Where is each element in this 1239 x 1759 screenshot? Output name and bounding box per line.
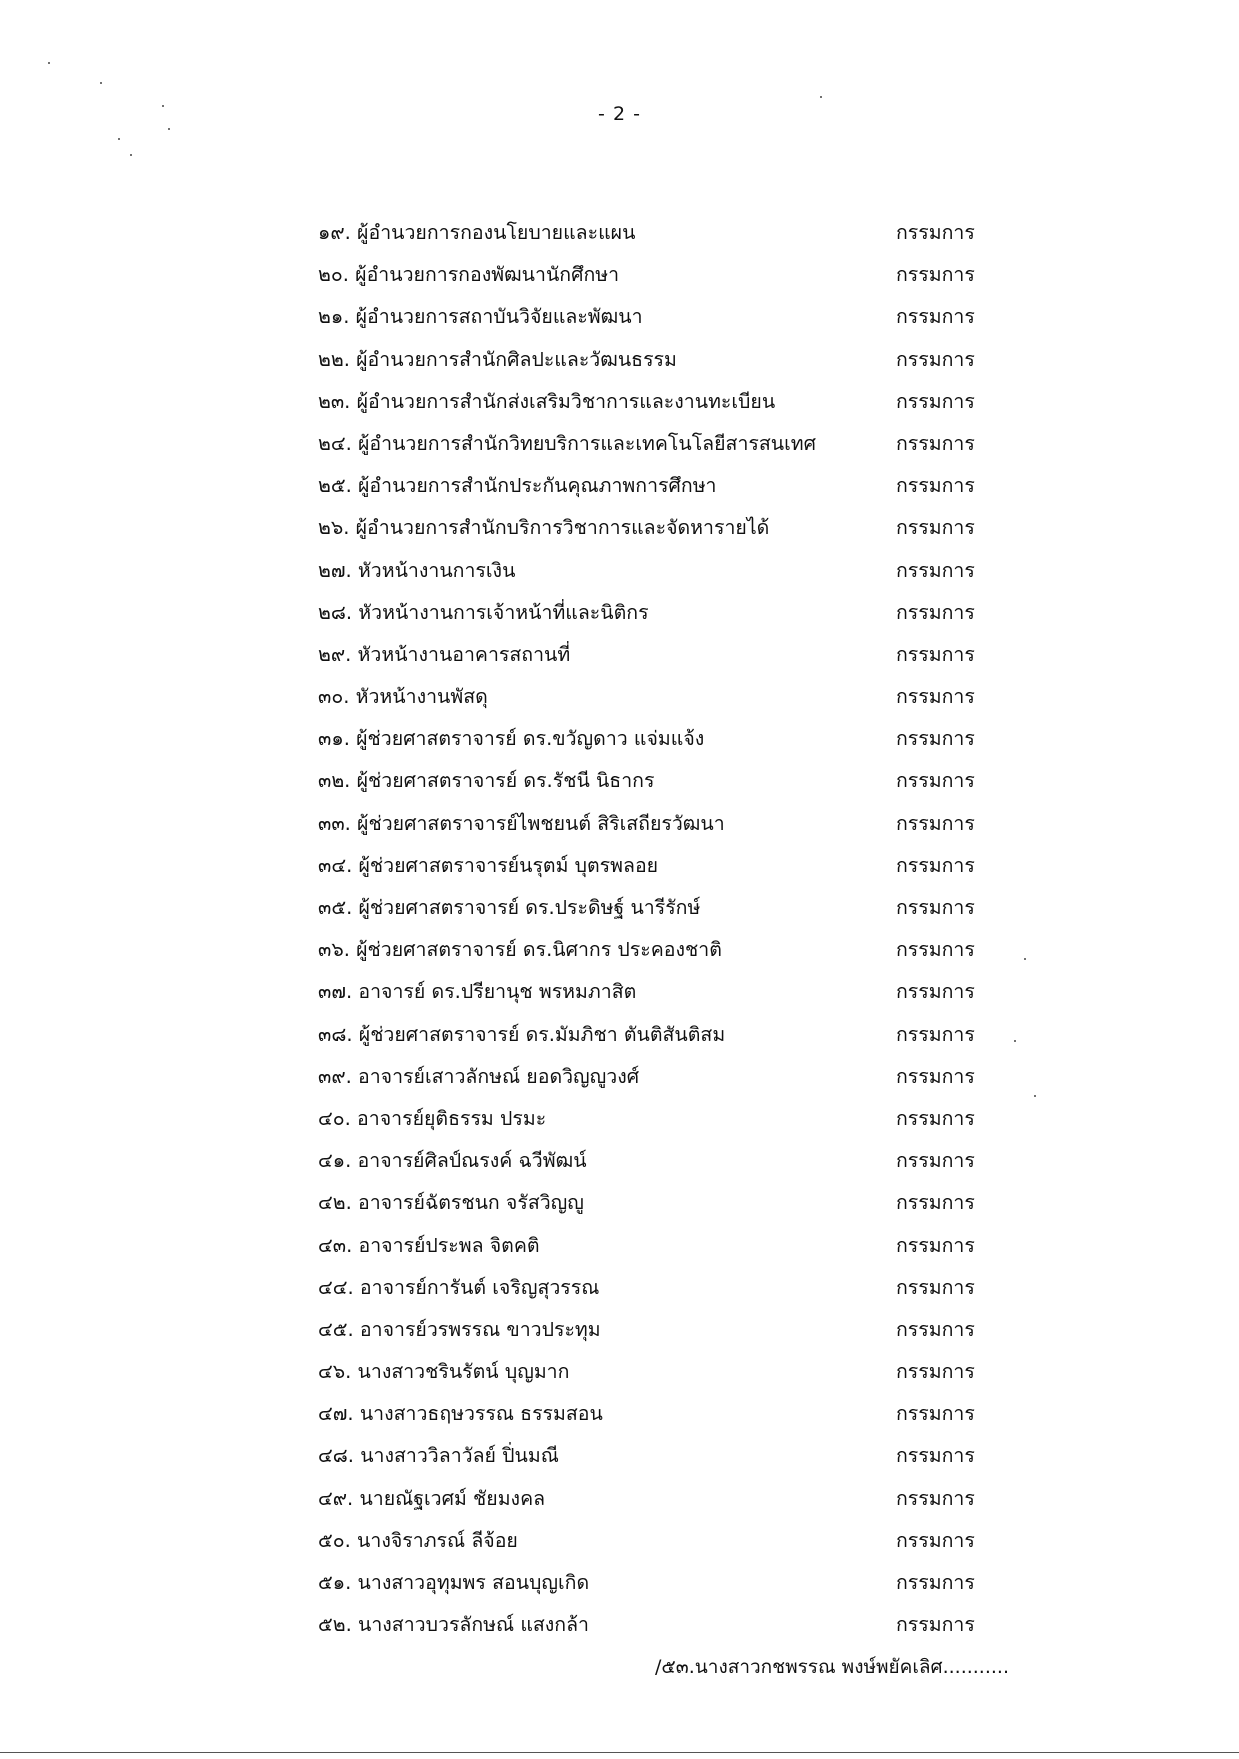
member-row: [318, 1314, 978, 1356]
member-role: กรรมการ: [896, 769, 975, 793]
member-name: ๒๙. หัวหน้างานอาคารสถานที่: [318, 642, 571, 666]
scan-speck: [820, 96, 822, 98]
member-role: กรรมการ: [896, 431, 975, 455]
page-number: - 2 -: [598, 103, 641, 125]
member-row: [318, 512, 978, 554]
member-row: [318, 934, 978, 976]
member-row: [318, 301, 978, 343]
member-role: กรรมการ: [896, 1064, 975, 1088]
member-role: กรรมการ: [896, 558, 975, 582]
scan-speck: [130, 154, 132, 156]
member-role: กรรมการ: [896, 896, 975, 919]
member-role: กรรมการ: [896, 938, 975, 962]
member-name: ๓๕. ผู้ช่วยศาสตราจารย์ ดร.ประดิษฐ์ นารีรักษ์: [318, 896, 701, 919]
scan-speck: [1024, 958, 1026, 960]
member-name: ๒๓. ผู้อำนวยการสำนักส่งเสริมวิชาการและงานทะเบียน: [318, 389, 776, 413]
member-role: กรรมการ: [896, 685, 975, 709]
scan-speck: [1034, 1095, 1036, 1097]
member-row: [318, 259, 978, 301]
member-row: [318, 1525, 978, 1567]
member-row: [318, 639, 978, 681]
member-role: กรรมการ: [896, 1233, 975, 1257]
member-row: [318, 470, 978, 512]
member-role: กรรมการ: [896, 1191, 975, 1215]
member-role: กรรมการ: [896, 263, 975, 287]
member-name: ๒๗. หัวหน้างานการเงิน: [318, 558, 516, 582]
member-role: กรรมการ: [896, 600, 975, 624]
member-name: ๔๒. อาจารย์ฉัตรชนก จรัสวิญญู: [318, 1191, 584, 1215]
member-name: ๓๖. ผู้ช่วยศาสตราจารย์ ดร.นิศากร ประคองชาติ: [318, 938, 722, 962]
member-role: กรรมการ: [896, 727, 975, 751]
member-name: ๔๘. นางสาววิลาวัลย์ ปิ่นมณี: [318, 1444, 559, 1468]
member-row: [318, 344, 978, 386]
member-role: กรรมการ: [896, 1402, 975, 1426]
member-row: [318, 976, 978, 1018]
member-row: [318, 1398, 978, 1440]
member-row: [318, 1103, 978, 1145]
member-role: กรรมการ: [896, 1149, 975, 1173]
member-name: ๒๑. ผู้อำนวยการสถาบันวิจัยและพัฒนา: [318, 305, 643, 329]
member-name: ๕๑. นางสาวอุทุมพร สอนบุญเกิด: [318, 1571, 590, 1594]
member-name: ๔๓. อาจารย์ประพล จิตคติ: [318, 1233, 540, 1257]
member-row: [318, 1567, 978, 1609]
member-role: กรรมการ: [896, 305, 975, 329]
member-row: [318, 892, 978, 934]
member-row: [318, 1061, 978, 1103]
member-name: ๒๐. ผู้อำนวยการกองพัฒนานักศึกษา: [318, 263, 620, 287]
member-role: กรรมการ: [896, 811, 975, 835]
member-role: กรรมการ: [896, 642, 975, 666]
member-row: [318, 597, 978, 639]
member-role: กรรมการ: [896, 1317, 975, 1341]
member-name: ๔๔. อาจารย์การันต์ เจริญสุวรรณ: [318, 1275, 600, 1299]
member-role: กรรมการ: [896, 1275, 975, 1299]
scan-speck: [162, 105, 164, 107]
scan-speck: [1014, 1040, 1016, 1042]
member-row: [318, 386, 978, 428]
member-role: กรรมการ: [896, 1571, 975, 1594]
member-role: กรรมการ: [896, 1444, 975, 1468]
member-row: [318, 765, 978, 807]
member-row: [318, 1440, 978, 1482]
member-name: ๒๖. ผู้อำนวยการสำนักบริการวิชาการและจัดหารายได้: [318, 516, 770, 540]
member-role: กรรมการ: [896, 1360, 975, 1384]
member-name: ๔๑. อาจารย์ศิลป์ณรงค์ ฉวีพัฒน์: [318, 1149, 587, 1173]
member-role: กรรมการ: [896, 389, 975, 413]
member-name: ๔๕. อาจารย์วรพรรณ ขาวประทุม: [318, 1317, 601, 1341]
member-role: กรรมการ: [896, 347, 975, 371]
member-name: ๔๙. นายณัฐเวศม์ ชัยมงคล: [318, 1486, 546, 1510]
member-row: [318, 1609, 978, 1651]
member-row: [318, 681, 978, 723]
member-name: ๓๓. ผู้ช่วยศาสตราจารย์ไพชยนต์ สิริเสถียรวัฒนา: [318, 811, 725, 835]
member-name: ๓๙. อาจารย์เสาวลักษณ์ ยอดวิญญูวงศ์: [318, 1064, 640, 1088]
committee-member-list: [318, 217, 978, 1651]
member-row: [318, 723, 978, 765]
continuation-line: /๕๓.นางสาวกชพรรณ พงษ์พยัคเลิศ...........: [655, 1656, 1010, 1678]
member-row: [318, 428, 978, 470]
member-name: ๓๑. ผู้ช่วยศาสตราจารย์ ดร.ขวัญดาว แจ่มแจ้ง: [318, 727, 705, 751]
member-role: กรรมการ: [896, 1106, 975, 1130]
member-name: ๓๔. ผู้ช่วยศาสตราจารย์นรุตม์ บุตรพลอย: [318, 853, 659, 877]
member-name: ๔๖. นางสาวชรินรัตน์ บุญมาก: [318, 1360, 570, 1384]
member-name: ๓๐. หัวหน้างานพัสดุ: [318, 685, 488, 709]
member-name: ๓๒. ผู้ช่วยศาสตราจารย์ ดร.รัชนี นิธากร: [318, 769, 655, 793]
member-role: กรรมการ: [896, 1528, 975, 1552]
member-name: ๒๔. ผู้อำนวยการสำนักวิทยบริการและเทคโนโลยีสารสนเทศ: [318, 431, 816, 455]
member-name: ๔๗. นางสาวธฤษวรรณ ธรรมสอน: [318, 1402, 603, 1426]
member-role: กรรมการ: [896, 1022, 975, 1046]
member-row: [318, 1483, 978, 1525]
member-name: ๓๗. อาจารย์ ดร.ปรียานุช พรหมภาสิต: [318, 980, 637, 1004]
member-row: [318, 555, 978, 597]
member-row: [318, 217, 978, 259]
member-row: [318, 1145, 978, 1187]
member-role: กรรมการ: [896, 516, 975, 540]
member-name: ๒๕. ผู้อำนวยการสำนักประกันคุณภาพการศึกษา: [318, 474, 717, 498]
member-name: ๕๐. นางจิราภรณ์ ลีจ้อย: [318, 1528, 518, 1552]
member-row: [318, 1272, 978, 1314]
member-name: ๔๐. อาจารย์ยุติธรรม ปรมะ: [318, 1106, 547, 1130]
member-row: [318, 1230, 978, 1272]
scan-speck: [118, 138, 120, 140]
member-name: ๕๒. นางสาวบวรลักษณ์ แสงกล้า: [318, 1613, 590, 1637]
scan-speck: [168, 128, 170, 130]
member-role: กรรมการ: [896, 1613, 975, 1637]
member-role: กรรมการ: [896, 980, 975, 1004]
bottom-rule: [0, 1752, 1239, 1753]
scan-speck: [48, 62, 50, 64]
member-name: ๒๘. หัวหน้างานการเจ้าหน้าที่และนิติกร: [318, 600, 649, 624]
scan-speck: [100, 82, 102, 84]
member-role: กรรมการ: [896, 1486, 975, 1510]
member-name: ๓๘. ผู้ช่วยศาสตราจารย์ ดร.มัมภิชา ตันติสันติสม: [318, 1022, 726, 1046]
member-name: ๒๒. ผู้อำนวยการสำนักศิลปะและวัฒนธรรม: [318, 347, 677, 371]
member-role: กรรมการ: [896, 853, 975, 877]
member-row: [318, 1019, 978, 1061]
member-row: [318, 1187, 978, 1229]
member-row: [318, 808, 978, 850]
member-role: กรรมการ: [896, 474, 975, 498]
member-row: [318, 850, 978, 892]
member-role: กรรมการ: [896, 221, 975, 244]
member-row: [318, 1356, 978, 1398]
member-name: ๑๙. ผู้อำนวยการกองนโยบายและแผน: [318, 221, 636, 244]
